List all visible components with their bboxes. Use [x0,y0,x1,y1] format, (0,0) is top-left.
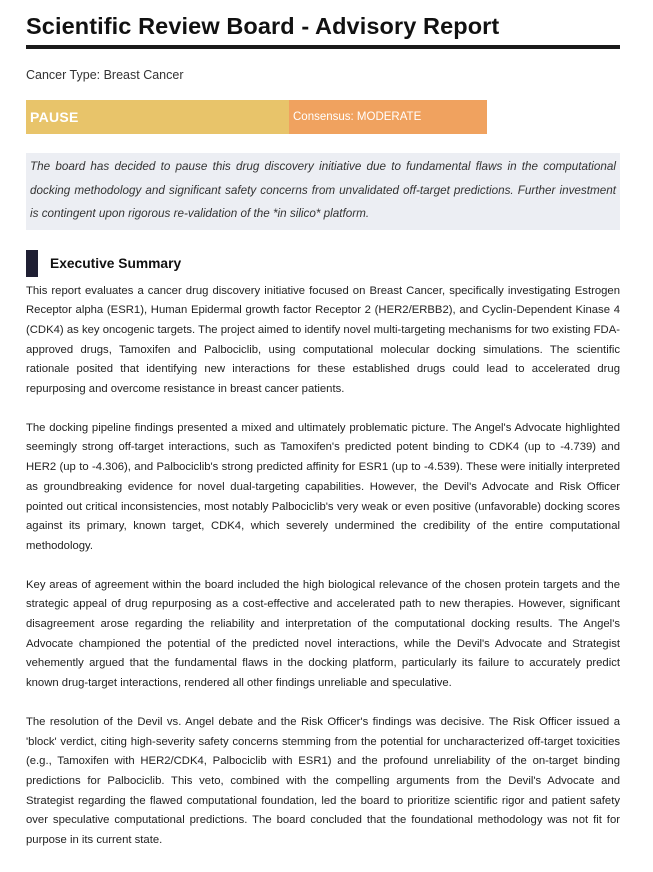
summary-paragraph: This report evaluates a cancer drug discovery initiative focused on Breast Cancer, specifically investigating Estrogen Receptor alpha (ESR1), Human Epidermal growth factor Receptor 2 (HER2/ERBB2), and Cyclin-Dependent Kinase 4 (CDK4) as key oncogenic targets. The project aimed to identify novel multi-targeting mechanisms for two existing FDA-approved drugs, Tamoxifen and Palbociclib, using computational molecular docking simulations. The scientific rationale posited that identifying new interactions for these established drugs could lead to accelerated drug repurposing and overcome resistance in breast cancer patients. [26,284,620,396]
cancer-type-label: Cancer Type: Breast Cancer [26,68,184,82]
report-page [26,0,620,851]
title-divider [26,45,620,49]
section-header-executive-summary [26,250,620,277]
decision-summary: The board has decided to pause this drug discovery initiative due to fundamental flaws in the computational docking methodology and significant safety concerns from unvalidated off-target predictions. Further investment is contingent upon rigorous re-validation of the *in silico* platform. [26,153,620,230]
section-title: Executive Summary [50,255,182,271]
consensus-badge: Consensus: MODERATE [289,100,487,134]
summary-paragraph: Key areas of agreement within the board included the high biological relevance of the chosen protein targets and the strategic appeal of drug repurposing as a cost-effective and accelerated path to new therapies. However, significant disagreement arose regarding the reliability and interpretation of the computational docking results. The Angel's Advocate championed the potential of the predicted novel interactions, while the Devil's Advocate and Strategist vehemently argued that the fundamental flaws in the docking platform, particularly its failure to accurately predict known drug-target interactions, rendered all other findings unreliable and speculative. [26,578,620,690]
verdict-bar [26,100,487,134]
verdict-badge: PAUSE [26,100,289,134]
report-title: Scientific Review Board - Advisory Report [26,13,500,39]
section-marker [26,250,38,277]
summary-paragraph: The docking pipeline findings presented a mixed and ultimately problematic picture. The Angel's Advocate highlighted seemingly strong off-target interactions, such as Tamoxifen's predicted potent binding to CDK4 (up to -4.739) and HER2 (up to -4.306), and Palbociclib's strong predicted affinity for ESR1 (up to -4.539). These were initially interpreted as groundbreaking evidence for novel dual-targeting capabilities. However, the Devil's Advocate and Risk Officer pointed out critical inconsistencies, most notably Palbociclib's very weak or even positive (unfavorable) docking scores against its primary, known target, CDK4, which severely undermined the credibility of the entire computational methodology. [26,421,620,552]
summary-paragraph: The resolution of the Devil vs. Angel debate and the Risk Officer's findings was decisive. The Risk Officer issued a 'block' verdict, citing high-severity safety concerns stemming from the potential for uncharacterized off-target toxicities (e.g., Tamoxifen with HER2/CDK4, Palbociclib with ESR1) and the profound unreliability of the on-target binding predictions for Palbociclib. This veto, combined with the compelling arguments from the Devil's Advocate and Strategist regarding the flawed computational foundation, led the board to prioritize scientific rigor and patient safety over speculative computational predictions. The board concluded that the foundational methodology was not fit for purpose in its current state. [26,715,620,847]
